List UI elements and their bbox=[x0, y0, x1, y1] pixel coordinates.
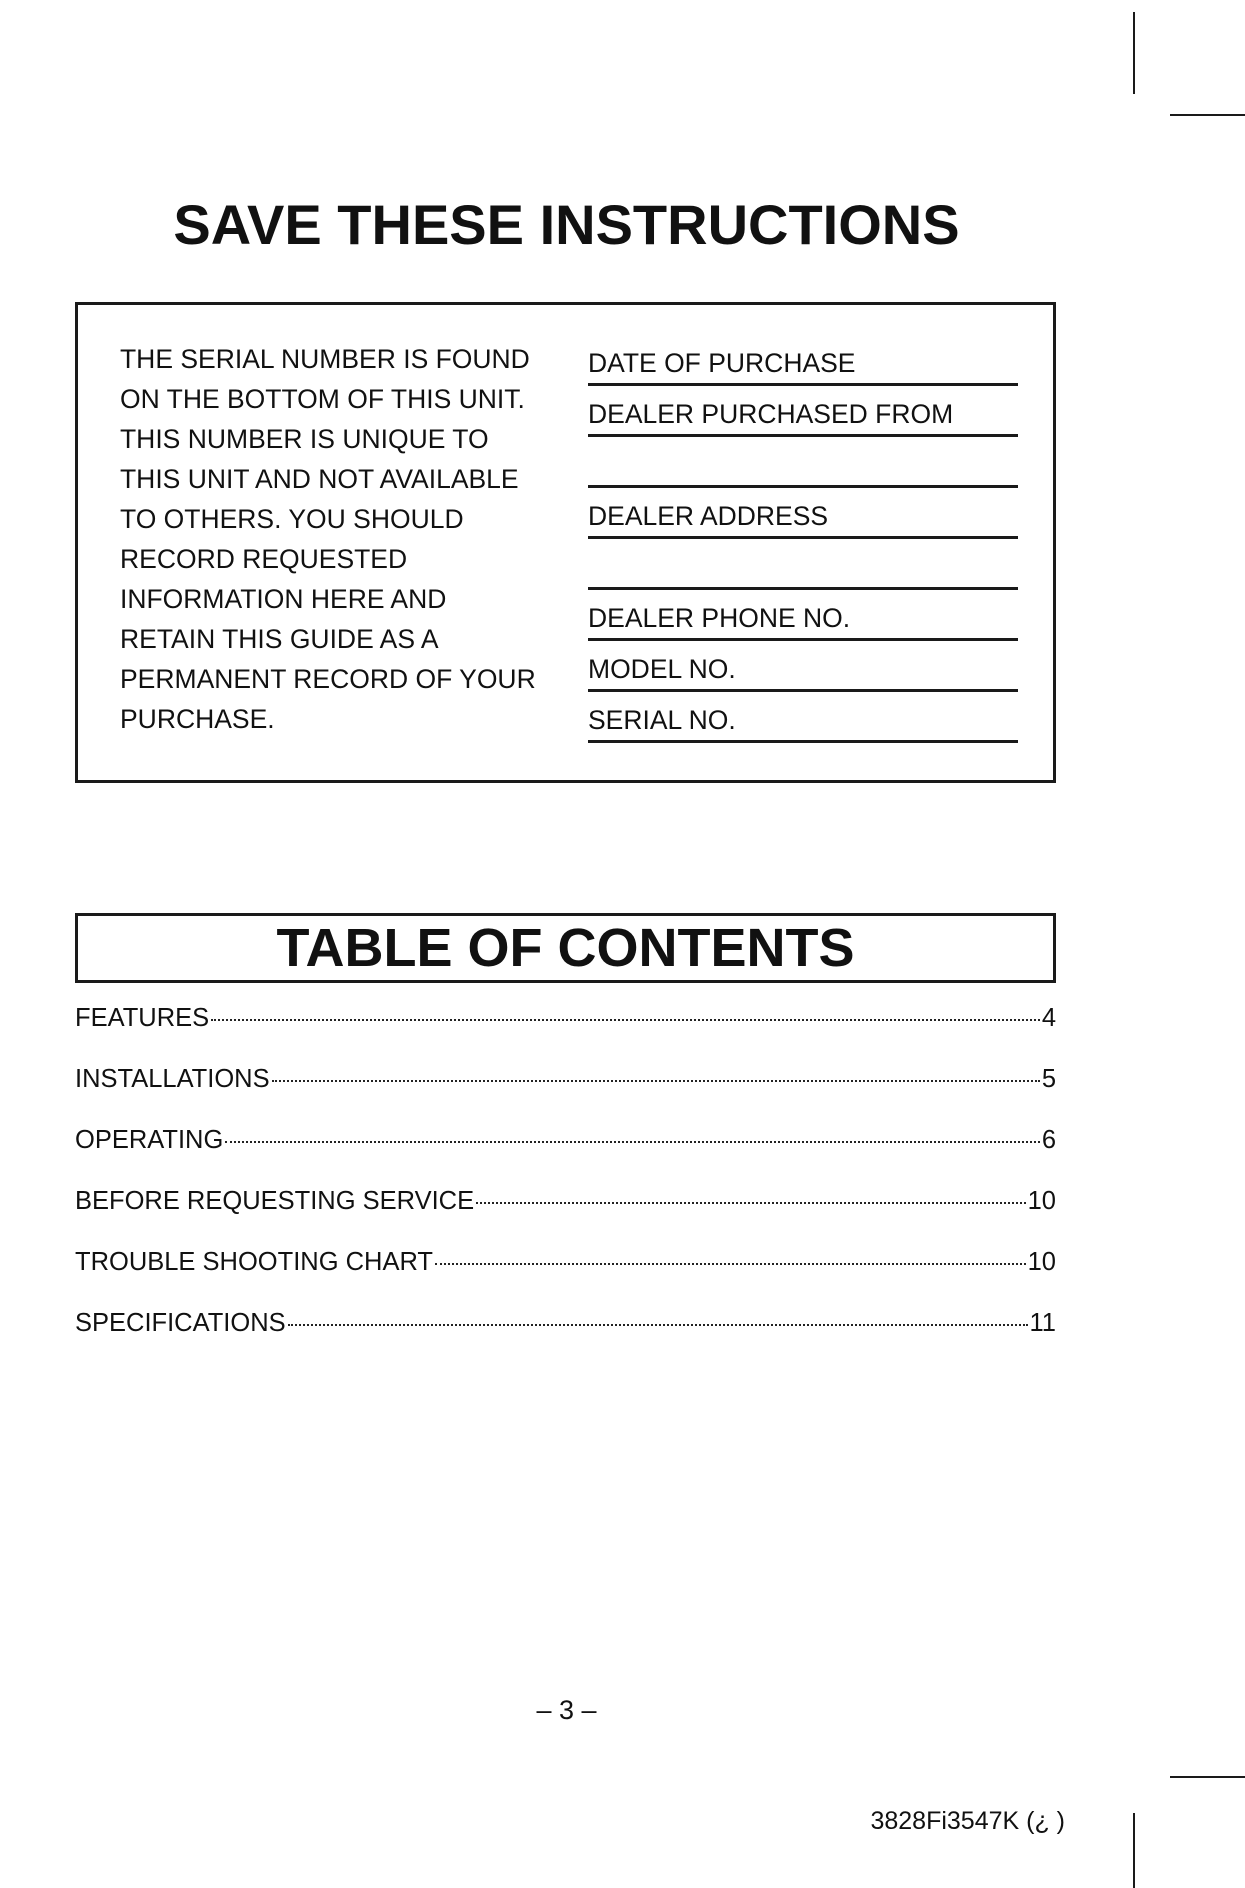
notice-line: PURCHASE. bbox=[120, 704, 275, 734]
toc-leader bbox=[476, 1202, 1026, 1204]
toc-leader bbox=[211, 1019, 1040, 1021]
toc-page: 10 bbox=[1027, 1187, 1056, 1215]
toc-entry-features bbox=[75, 1004, 1056, 1065]
toc-label: BEFORE REQUESTING SERVICE bbox=[75, 1187, 475, 1215]
notice-line: INFORMATION HERE AND bbox=[120, 584, 447, 614]
page-number: – 3 – bbox=[536, 1695, 597, 1725]
date-of-purchase-field: DATE OF PURCHASE bbox=[588, 337, 1018, 386]
toc-page: 11 bbox=[1029, 1309, 1056, 1337]
toc-heading: TABLE OF CONTENTS bbox=[276, 918, 855, 978]
notice-line: THIS NUMBER IS UNIQUE TO bbox=[120, 424, 489, 454]
dealer-address-blank-line bbox=[588, 541, 1018, 590]
toc-label: FEATURES bbox=[75, 1004, 210, 1032]
model-no-field: MODEL NO. bbox=[588, 643, 1018, 692]
crop-mark-bottom bbox=[1133, 1813, 1135, 1888]
crop-mark-top bbox=[1133, 12, 1135, 94]
toc-label: SPECIFICATIONS bbox=[75, 1309, 286, 1337]
dealer-address-field: DEALER ADDRESS bbox=[588, 490, 1018, 539]
toc-label: TROUBLE SHOOTING CHART bbox=[75, 1248, 433, 1276]
toc-entry-operating bbox=[75, 1126, 1056, 1187]
serial-no-field: SERIAL NO. bbox=[588, 694, 1018, 743]
toc-page: 4 bbox=[1041, 1004, 1056, 1032]
toc-page: 5 bbox=[1041, 1065, 1056, 1093]
notice-line: RECORD REQUESTED bbox=[120, 544, 408, 574]
toc-entry-before-requesting-service bbox=[75, 1187, 1056, 1248]
toc-page: 10 bbox=[1027, 1248, 1056, 1276]
toc-entry-installations bbox=[75, 1065, 1056, 1126]
toc-label: INSTALLATIONS bbox=[75, 1065, 270, 1093]
toc-entry-specifications bbox=[75, 1309, 1056, 1370]
notice-line: ON THE BOTTOM OF THIS UNIT. bbox=[120, 384, 525, 414]
purchase-record-box bbox=[75, 302, 1056, 783]
toc-leader bbox=[288, 1324, 1028, 1326]
page-title: SAVE THESE INSTRUCTIONS bbox=[173, 193, 960, 256]
toc-heading-box bbox=[75, 913, 1056, 983]
toc-page: 6 bbox=[1041, 1126, 1056, 1154]
notice-line: THE SERIAL NUMBER IS FOUND bbox=[120, 344, 530, 374]
notice-line: TO OTHERS. YOU SHOULD bbox=[120, 504, 464, 534]
toc-leader bbox=[225, 1141, 1040, 1143]
toc-leader bbox=[272, 1080, 1040, 1082]
document-code: 3828Fi3547K (¿ ) bbox=[870, 1807, 1065, 1835]
notice-line: PERMANENT RECORD OF YOUR bbox=[120, 664, 536, 694]
record-fields bbox=[588, 337, 1018, 745]
notice-line: THIS UNIT AND NOT AVAILABLE bbox=[120, 464, 519, 494]
serial-number-notice bbox=[120, 339, 560, 739]
toc-leader bbox=[435, 1263, 1026, 1265]
toc-label: OPERATING bbox=[75, 1126, 224, 1154]
dealer-purchased-from-field: DEALER PURCHASED FROM bbox=[588, 388, 1018, 437]
dealer-name-blank-line bbox=[588, 439, 1018, 488]
table-of-contents bbox=[75, 1004, 1056, 1370]
dealer-phone-field: DEALER PHONE NO. bbox=[588, 592, 1018, 641]
toc-entry-trouble-shooting-chart bbox=[75, 1248, 1056, 1309]
crop-mark-top-right bbox=[1170, 114, 1245, 116]
notice-line: RETAIN THIS GUIDE AS A bbox=[120, 624, 439, 654]
crop-mark-bottom-right bbox=[1170, 1776, 1245, 1778]
